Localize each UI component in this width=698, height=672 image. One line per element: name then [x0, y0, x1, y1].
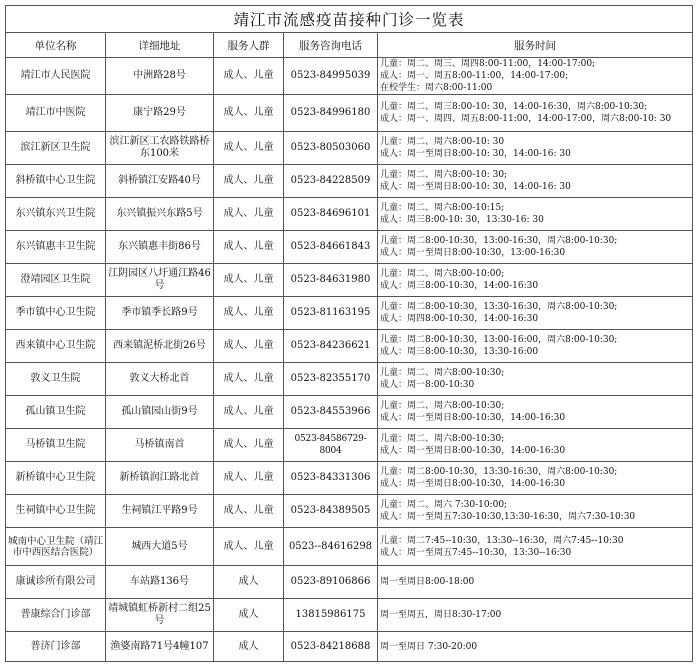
service-time-line: 儿童：周二、周六 7:30-10:00; [380, 500, 508, 510]
unit-name-cell: 马桥镇卫生院 [6, 429, 106, 462]
service-time-line: 成人：周一至周日8:00-10: 30，14:00-16: 30 [380, 182, 571, 192]
service-time-cell [378, 165, 693, 198]
address-cell: 中洲路28号 [106, 58, 214, 95]
address-cell: 滨江新区工农路铁路桥东100米 [106, 132, 214, 165]
unit-name-cell: 普济门诊部 [6, 632, 106, 662]
phone-cell: 0523-84696101 [284, 198, 378, 231]
address-cell: 生祠镇江平路9号 [106, 495, 214, 528]
service-time-line: 儿童：周二8:00-10:30，13:30-16:30，周六8:00-10:30; [380, 302, 618, 312]
population-cell: 成人、儿童 [214, 198, 284, 231]
table-row [6, 58, 693, 95]
phone-cell: 0523-84631980 [284, 264, 378, 297]
service-time-line: 成人：周一至周日8:00-10:30，14:00-16:30 [380, 413, 566, 423]
phone-cell: 0523-81163195 [284, 297, 378, 330]
population-cell: 成人、儿童 [214, 132, 284, 165]
service-time-line: 儿童：周二8:00-10:30，13:00-16:30，周六8:00-10:30; [380, 236, 618, 246]
population-cell: 成人 [214, 566, 284, 599]
service-time-cell [378, 264, 693, 297]
table-row [6, 264, 693, 297]
table-row [6, 297, 693, 330]
address-cell: 孤山镇园山街9号 [106, 396, 214, 429]
service-time-line: 成人：周一至周日8:00-10: 30，14:00-16: 30 [380, 149, 571, 159]
population-cell: 成人、儿童 [214, 462, 284, 495]
address-cell: 东兴镇振兴东路5号 [106, 198, 214, 231]
phone-cell: 0523-89106866 [284, 566, 378, 599]
vaccination-clinic-table [5, 5, 693, 662]
phone-cell: 0523--84616298 [284, 528, 378, 566]
service-time-cell [378, 632, 693, 662]
service-time-line: 儿童：周二8:00-10:30，13:30-16:30，周六8:00-10:30; [380, 467, 618, 477]
address-cell: 江阴园区八圩通江路46号 [106, 264, 214, 297]
service-time-line: 成人：周一至周日8:00-10:30，14:00-16:30 [380, 479, 566, 489]
service-time-cell [378, 363, 693, 396]
service-time-line: 儿童：周二、周三8:00-10: 30，14:00-16:30，周六8:00-10:30; [380, 102, 648, 112]
table-row [6, 566, 693, 599]
address-cell: 季市镇季长路9号 [106, 297, 214, 330]
service-time-line: 成人：周一至周五7:30-10:30,13:30-16:30，周六7:30-10:30 [380, 512, 636, 522]
table-row [6, 462, 693, 495]
population-cell: 成人、儿童 [214, 396, 284, 429]
address-cell: 渔婆南路71号4幢107 [106, 632, 214, 662]
service-time-cell [378, 462, 693, 495]
address-cell: 西来镇泥桥北街26号 [106, 330, 214, 363]
population-cell: 成人、儿童 [214, 95, 284, 132]
address-cell: 敦义大桥北首 [106, 363, 214, 396]
service-time-line: 成人：周一8:00-10:30 [380, 380, 475, 390]
table-row [6, 599, 693, 632]
phone-cell: 0523-84586729-8004 [284, 429, 378, 462]
phone-cell: 0523-84995039 [284, 58, 378, 95]
table-row [6, 198, 693, 231]
unit-name-cell: 季市镇中心卫生院 [6, 297, 106, 330]
population-cell: 成人、儿童 [214, 165, 284, 198]
table-row [6, 495, 693, 528]
unit-name-cell: 城南中心卫生院（靖江市中西医结合医院） [6, 528, 106, 566]
service-time-line: 成人：周四8:00-10:30，14:00-16:30 [380, 314, 539, 324]
population-cell: 成人、儿童 [214, 264, 284, 297]
service-time-cell [378, 198, 693, 231]
unit-name-cell: 敦义卫生院 [6, 363, 106, 396]
unit-name-cell: 靖江市人民医院 [6, 58, 106, 95]
address-cell: 东兴镇惠丰街86号 [106, 231, 214, 264]
population-cell: 成人、儿童 [214, 429, 284, 462]
header-population: 服务人群 [214, 33, 284, 58]
service-time-line: 儿童：周二、周六8:00-10:30; [380, 434, 505, 444]
population-cell: 成人 [214, 632, 284, 662]
address-cell: 康宁路29号 [106, 95, 214, 132]
phone-cell: 0523-84331306 [284, 462, 378, 495]
service-time-cell [378, 599, 693, 632]
service-time-line: 儿童：周二、周六8:00-10: 30 [380, 137, 505, 147]
service-time-cell [378, 95, 693, 132]
service-time-line: 成人：周三8:00-10:30，13:30-16:00 [380, 347, 539, 357]
population-cell: 成人、儿童 [214, 58, 284, 95]
unit-name-cell: 东兴镇惠丰卫生院 [6, 231, 106, 264]
unit-name-cell: 滨江新区卫生院 [6, 132, 106, 165]
phone-cell: 0523-80503060 [284, 132, 378, 165]
address-cell: 靖城镇虹桥新村二组25号 [106, 599, 214, 632]
service-time-line: 儿童：周二、周六8:00-10:15; [380, 203, 505, 213]
service-time-cell [378, 231, 693, 264]
service-time-line: 成人：周三8:00-10:30，14:00-16:30 [380, 281, 539, 291]
service-time-line: 儿童：周二、周三、周四8:00-11:00，14:00-17:00; [380, 59, 596, 69]
unit-name-cell: 东兴镇东兴卫生院 [6, 198, 106, 231]
service-time-cell [378, 396, 693, 429]
unit-name-cell: 生祠镇中心卫生院 [6, 495, 106, 528]
table-row [6, 528, 693, 566]
service-time-line: 儿童：周二、周六8:00-10: 30; [380, 170, 508, 180]
header-service-time: 服务时间 [378, 33, 693, 58]
phone-cell: 0523-84228509 [284, 165, 378, 198]
service-time-cell [378, 58, 693, 95]
population-cell: 成人 [214, 599, 284, 632]
population-cell: 成人、儿童 [214, 528, 284, 566]
population-cell: 成人、儿童 [214, 297, 284, 330]
service-time-line: 儿童：周二、周六8:00-10:30; [380, 368, 505, 378]
phone-cell: 0523-84218688 [284, 632, 378, 662]
service-time-line: 成人：周一、周四、周五8:00-11:00，14:00-17:00，周六8:00-10: 30 [380, 114, 672, 124]
header-phone: 服务咨询电话 [284, 33, 378, 58]
service-time-line: 成人：周一、周五8:00-11:00，14:00-17:00; [380, 71, 569, 81]
service-time-line: 周一至周日8:00-18:00 [380, 577, 475, 587]
unit-name-cell: 康诚诊所有限公司 [6, 566, 106, 599]
unit-name-cell: 靖江市中医院 [6, 95, 106, 132]
header-address: 详细地址 [106, 33, 214, 58]
phone-cell: 0523-84389505 [284, 495, 378, 528]
address-cell: 车站路136号 [106, 566, 214, 599]
service-time-line: 儿童：周二、周六8:00-10:00; [380, 269, 505, 279]
phone-cell: 0523-84661843 [284, 231, 378, 264]
unit-name-cell: 普康综合门诊部 [6, 599, 106, 632]
service-time-cell [378, 132, 693, 165]
unit-name-cell: 澄靖园区卫生院 [6, 264, 106, 297]
service-time-cell [378, 297, 693, 330]
service-time-line: 儿童：周二7:45--10:30，13:30--16:30，周六7:45--10:30 [380, 535, 624, 546]
table-row [6, 429, 693, 462]
population-cell: 成人、儿童 [214, 495, 284, 528]
service-time-line: 成人：周三8:00-10: 30，13:30-16: 30 [380, 215, 544, 225]
table-row [6, 396, 693, 429]
unit-name-cell: 斜桥镇中心卫生院 [6, 165, 106, 198]
table-body [6, 58, 693, 662]
phone-cell: 13815986175 [284, 599, 378, 632]
service-time-line: 成人：周一至周日8:00-10:30，14:00-16:30 [380, 446, 566, 456]
unit-name-cell: 孤山镇卫生院 [6, 396, 106, 429]
header-unit-name: 单位名称 [6, 33, 106, 58]
service-time-line: 儿童：周二8:00-10:30，13:00-16:00，周六8:00-10:30; [380, 335, 618, 345]
service-time-cell [378, 528, 693, 566]
table-title: 靖江市流感疫苗接种门诊一览表 [6, 6, 693, 33]
phone-cell: 0523-84553966 [284, 396, 378, 429]
phone-cell: 0523-82355170 [284, 363, 378, 396]
table-row [6, 363, 693, 396]
address-cell: 城西大道5号 [106, 528, 214, 566]
address-cell: 新桥镇润江路北首 [106, 462, 214, 495]
table-row [6, 132, 693, 165]
service-time-line: 成人：周一至周五7:45--10:30，13:30--16:30 [380, 547, 572, 558]
title-row [6, 6, 693, 33]
service-time-line: 周一至周五，周日8:30-17:00 [380, 610, 502, 620]
phone-cell: 0523-84236621 [284, 330, 378, 363]
phone-cell: 0523-84996180 [284, 95, 378, 132]
address-cell: 斜桥镇江安路40号 [106, 165, 214, 198]
population-cell: 成人、儿童 [214, 231, 284, 264]
table-row [6, 165, 693, 198]
service-time-line: 周一至周日 7:30-20:00 [380, 641, 478, 652]
service-time-line: 在校学生：周六8:00-11:00 [380, 83, 493, 93]
unit-name-cell: 西来镇中心卫生院 [6, 330, 106, 363]
header-row [6, 33, 693, 58]
service-time-line: 成人：周一至周日8:00-10:30，13:00-16:30 [380, 248, 566, 258]
table-row [6, 632, 693, 662]
population-cell: 成人、儿童 [214, 330, 284, 363]
table-row [6, 231, 693, 264]
service-time-cell [378, 429, 693, 462]
table-row [6, 330, 693, 363]
unit-name-cell: 新桥镇中心卫生院 [6, 462, 106, 495]
service-time-cell [378, 330, 693, 363]
service-time-cell [378, 495, 693, 528]
address-cell: 马桥镇南首 [106, 429, 214, 462]
table-row [6, 95, 693, 132]
service-time-cell [378, 566, 693, 599]
service-time-line: 儿童：周二、周六8:00-10:30; [380, 401, 505, 411]
population-cell: 成人、儿童 [214, 363, 284, 396]
